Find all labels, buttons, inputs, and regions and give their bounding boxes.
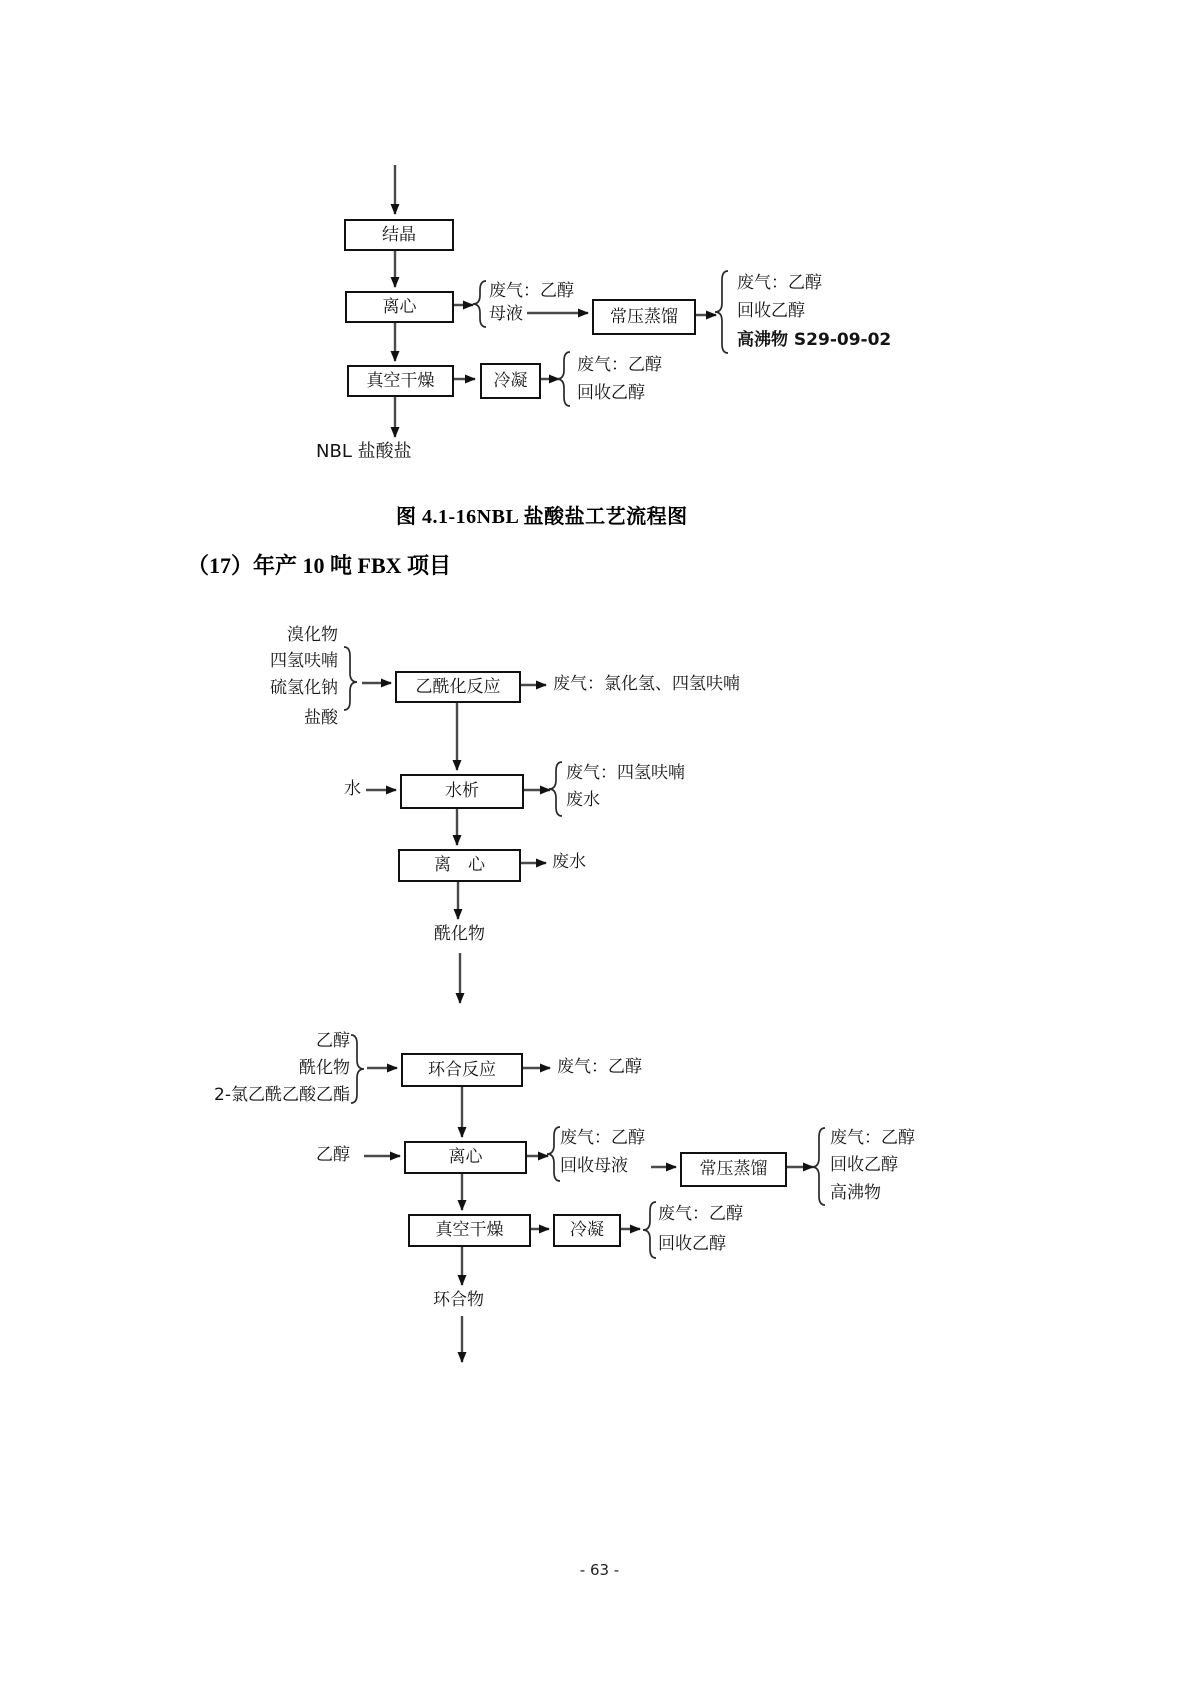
process-box-vacuum-drying: 真空干燥 (408, 1214, 531, 1247)
brace (473, 281, 486, 327)
input-label-bromide: 溴化物 (287, 625, 338, 645)
process-box-distillation: 常压蒸馏 (680, 1152, 787, 1187)
input-label-ethanol: 乙醇 (316, 1031, 350, 1051)
intermediate-label-acylate: 酰化物 (434, 924, 485, 944)
output-label-waste-gas: 废气：乙醇 (557, 1057, 642, 1077)
process-box-centrifuge: 离心 (345, 291, 454, 323)
process-box-distillation: 常压蒸馏 (592, 299, 696, 335)
process-box-centrifuge: 离 心 (398, 849, 521, 882)
product-label: NBL 盐酸盐 (316, 441, 412, 462)
section-heading: （17）年产 10 吨 FBX 项目 (187, 553, 452, 578)
brace (549, 762, 562, 816)
process-box-condensation: 冷凝 (480, 363, 541, 399)
brace (547, 1127, 560, 1181)
output-label-wastewater: 废水 (552, 852, 586, 872)
process-box-water-separation: 水析 (400, 774, 524, 809)
product-label: 环合物 (433, 1290, 484, 1310)
output-label-recovered-ethanol: 回收乙醇 (577, 383, 645, 403)
input-label-sodium-hydrosulfide: 硫氢化钠 (270, 678, 338, 698)
output-label-recovered-mother-liquor: 回收母液 (560, 1156, 628, 1176)
output-label-recovered-ethanol: 回收乙醇 (737, 301, 805, 321)
figure-caption: 图 4.1-16NBL 盐酸盐工艺流程图 (396, 506, 688, 528)
brace (715, 271, 728, 353)
input-label-hydrochloric-acid: 盐酸 (304, 708, 338, 728)
process-box-acetylation: 乙酰化反应 (395, 671, 521, 703)
output-label-recovered-ethanol: 回收乙醇 (830, 1155, 898, 1175)
brace (812, 1128, 825, 1205)
output-label-waste-gas: 废气：乙醇 (737, 273, 822, 293)
output-label-waste-gas: 废气：乙醇 (577, 355, 662, 375)
output-label-mother-liquor: 母液 (489, 304, 523, 324)
process-box-centrifuge: 离心 (404, 1141, 527, 1174)
process-box-cyclization: 环合反应 (401, 1053, 523, 1087)
output-label-waste-gas: 废气：四氢呋喃 (566, 763, 685, 783)
output-label-waste-gas: 废气：氯化氢、四氢呋喃 (553, 674, 740, 694)
page-number: - 63 - (579, 1561, 620, 1579)
output-label-recovered-ethanol: 回收乙醇 (658, 1234, 726, 1254)
input-label-acylate: 酰化物 (299, 1058, 350, 1078)
brace (557, 352, 570, 406)
brace (344, 647, 357, 710)
input-label-water: 水 (344, 779, 361, 799)
input-label-thf: 四氢呋喃 (270, 651, 338, 671)
input-label-ethanol: 乙醇 (316, 1145, 350, 1165)
process-box-crystallization: 结晶 (344, 219, 454, 251)
process-box-condensation: 冷凝 (553, 1214, 621, 1247)
output-label-waste-gas: 废气：乙醇 (489, 281, 574, 301)
output-label-waste-gas: 废气：乙醇 (830, 1128, 915, 1148)
input-label-ethyl-chloroacetoacetate: 2-氯乙酰乙酸乙酯 (214, 1085, 350, 1105)
output-label-high-boilers: 高沸物 (830, 1183, 881, 1203)
output-label-waste-gas: 废气：乙醇 (658, 1204, 743, 1224)
output-label-wastewater: 废水 (566, 790, 600, 810)
brace (643, 1202, 656, 1258)
output-label-waste-gas: 废气：乙醇 (560, 1128, 645, 1148)
process-box-vacuum-drying: 真空干燥 (347, 365, 454, 397)
brace (351, 1035, 364, 1103)
output-label-high-boilers: 高沸物 S29-09-02 (737, 330, 892, 350)
